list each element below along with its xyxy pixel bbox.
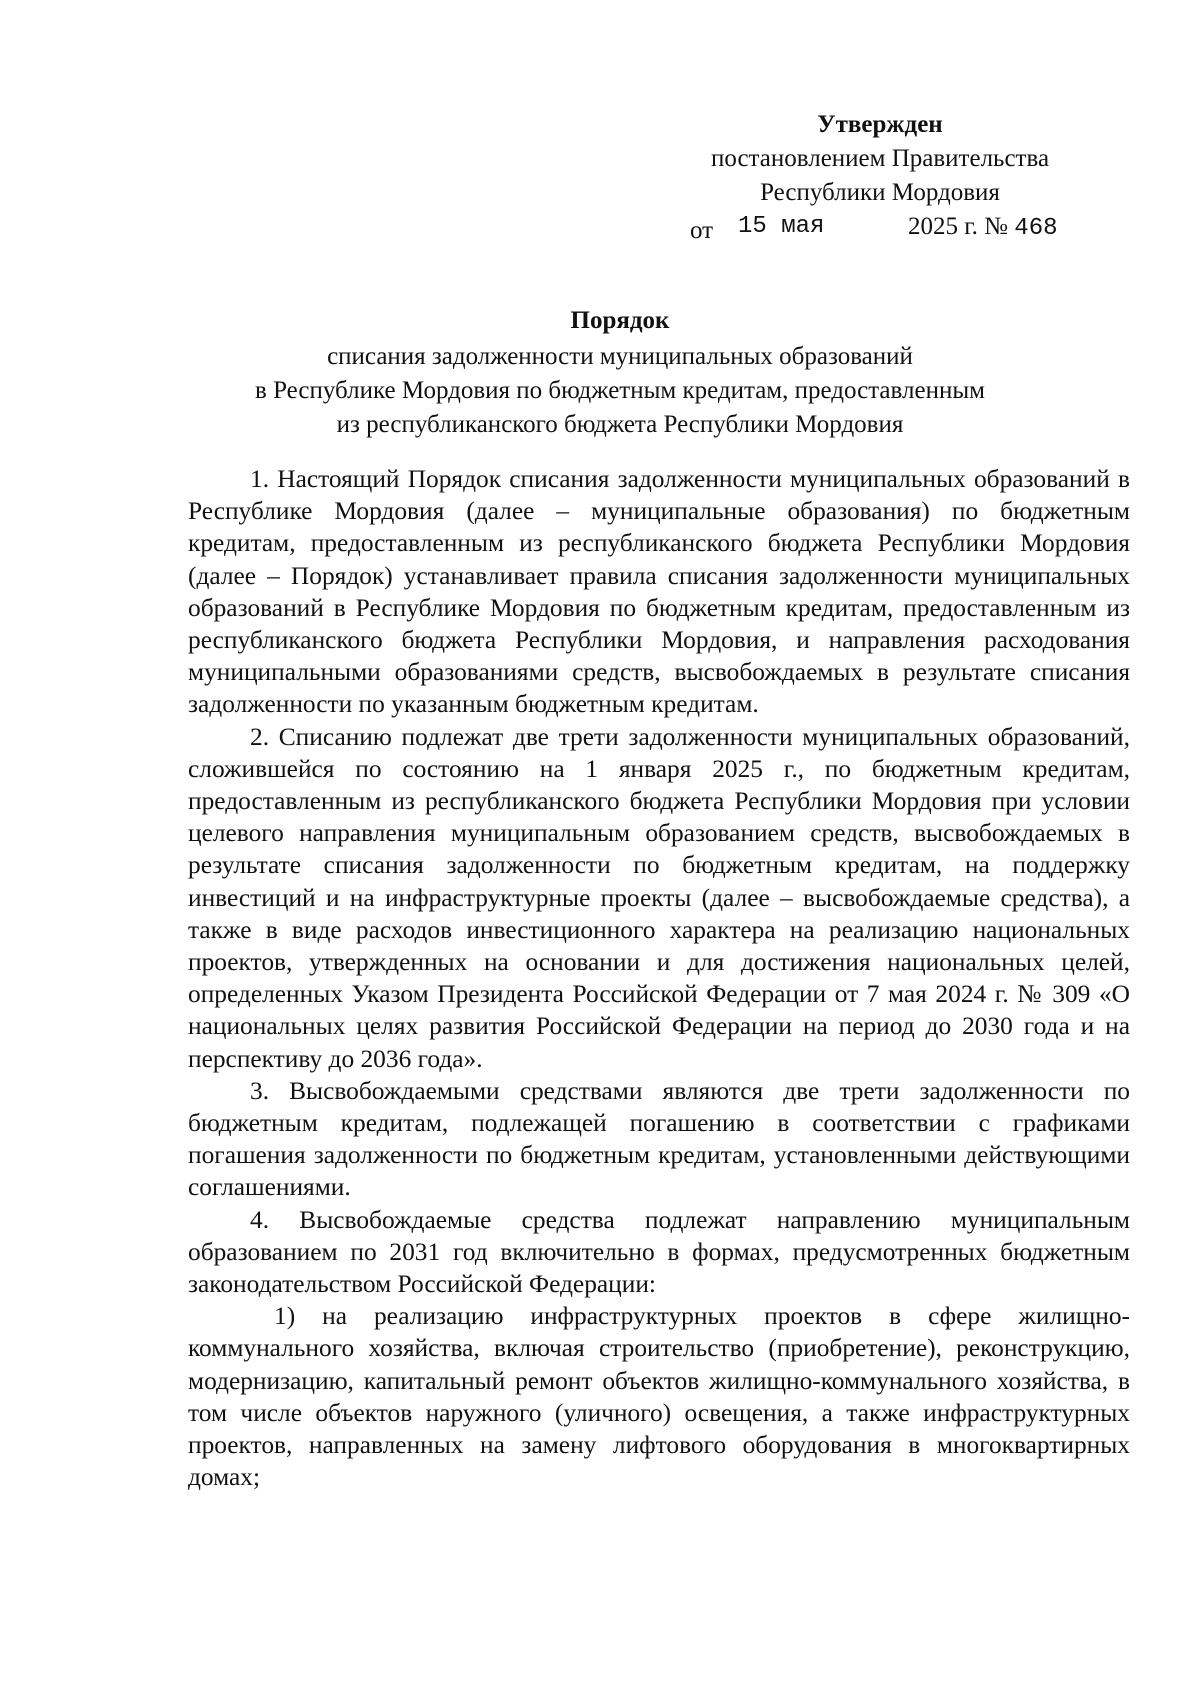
approval-line-1: постановлением Правительства <box>710 145 1050 172</box>
title-line-2: в Республике Мордовия по бюджетным кредитам, предоставленным <box>255 377 985 404</box>
title-heading: Порядок <box>570 307 670 334</box>
date-prefix: от <box>690 217 714 244</box>
date-day-month: 15 мая <box>738 213 825 240</box>
approval-date-line <box>660 210 1100 244</box>
document-body <box>188 463 1130 1494</box>
paragraph-4: 4. Высвобождаемые средства подлежат направлению муниципальным образованием по 2031 год включительно в формах, предусмотренных бюджетным законодательством Российской Федерации: <box>188 1205 1130 1299</box>
title-line-1: списания задолженности муниципальных образований <box>327 343 913 370</box>
approval-line-2: Республики Мордовия <box>760 179 1000 206</box>
paragraph-1: 1. Настоящий Порядок списания задолженности муниципальных образований в Республике Мордовия (далее – муниципальные образования) по бюджетным кредитам, предоставленным из республиканского бюджета Республики Мордовия (далее – Порядок) устанавливает правила списания задолженности муниципальных образований в Республике Мордовия по бюджетным кредитам, предоставленным из республиканского бюджета Республики Мордовия, и направления расходования муниципальными образованиями средств, высвобождаемых в результате списания задолженности по указанным бюджетным кредитам. <box>188 465 1130 719</box>
approved-heading: Утвержден <box>817 111 943 138</box>
approval-stamp <box>660 108 1100 244</box>
paragraph-3: 3. Высвобождаемыми средствами являются две трети задолженности по бюджетным кредитам, подлежащей погашению в соответствии с графиками погашения задолженности по бюджетным кредитам, установленными действующими соглашениями. <box>188 1076 1130 1202</box>
document-title <box>170 304 1070 442</box>
paragraph-2: 2. Списанию подлежат две трети задолженности муниципальных образований, сложившейся по состоянию на 1 января 2025 г., по бюджетным кредитам, предоставленным из республиканского бюджета Республики Мордовия при условии целевого направления муниципальным образованием средств, высвобождаемых в результате списания задолженности по бюджетным кредитам, на поддержку инвестиций и на инфраструктурные проекты (далее – высвобождаемые средства), а также в виде расходов инвестиционного характера на реализацию национальных проектов, утвержденных на основании и для достижения национальных целей, определенных Указом Президента Российской Федерации от 7 мая 2024 г. № 309 «О национальных целях развития Российской Федерации на период до 2030 года и на перспективу до 2036 года». <box>188 722 1130 1073</box>
subparagraph-4-1: 1) на реализацию инфраструктурных проектов в сфере жилищно-коммунального хозяйства, включая строительство (приобретение), реконструкцию, модернизацию, капитальный ремонт объектов жилищно-коммунального хозяйства, в том числе объектов наружного (уличного) освещения, а также инфраструктурных проектов, направленных на замену лифтового оборудования в многоквартирных домах; <box>188 1302 1130 1492</box>
date-year-number <box>908 210 1058 246</box>
document-number: 468 <box>1014 215 1058 242</box>
date-year: 2025 г. № <box>908 213 1009 240</box>
title-line-3: из республиканского бюджета Республики Мордовия <box>336 411 904 438</box>
